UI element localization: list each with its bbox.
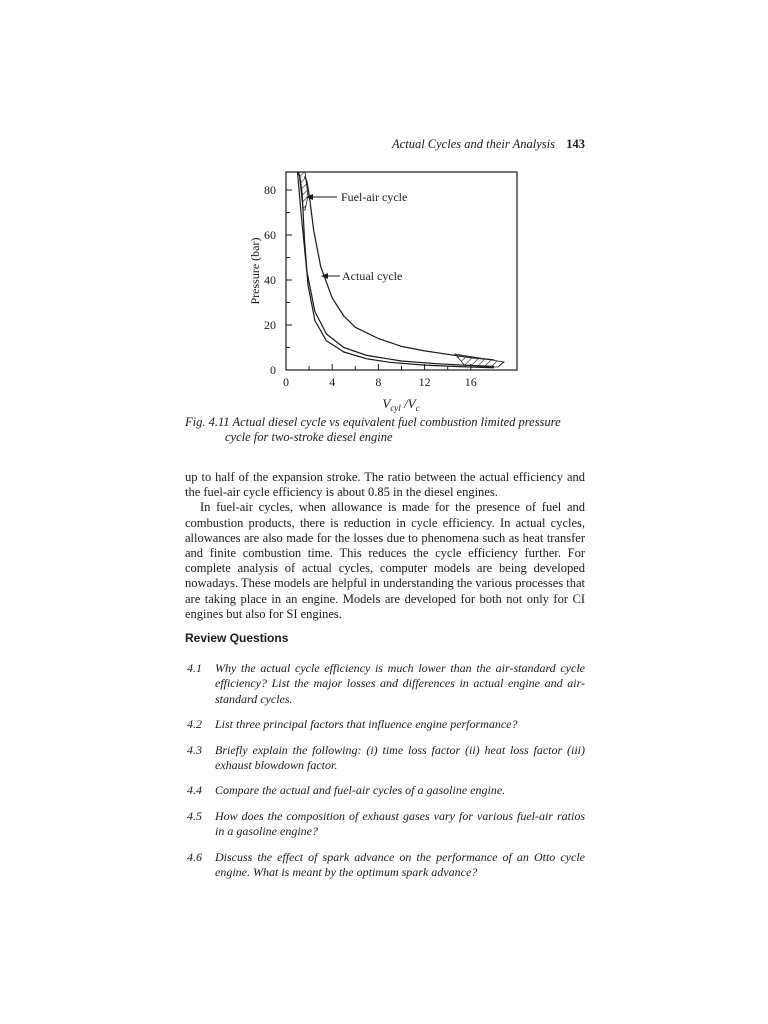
question-text: Compare the actual and fuel-air cycles of a gasoline engine. <box>215 783 506 798</box>
caption-line1: Actual diesel cycle vs equivalent fuel combustion limited pressure <box>232 415 561 429</box>
review-questions-list <box>187 661 585 890</box>
running-header-title: Actual Cycles and their Analysis <box>392 137 555 151</box>
x-axis-ticks <box>283 364 477 389</box>
x-tick-label: 8 <box>375 375 382 389</box>
y-tick-label: 60 <box>264 228 276 242</box>
figure-caption <box>185 415 585 445</box>
y-axis-label: Pressure (bar) <box>248 237 262 305</box>
x-tick-label: 0 <box>283 375 289 389</box>
caption-label: Fig. 4.11 <box>185 415 230 429</box>
y-axis-ticks <box>264 183 292 377</box>
question-number: 4.4 <box>187 783 202 798</box>
page-number: 143 <box>566 137 585 151</box>
question-text: List three principal factors that influence engine performance? <box>215 717 518 732</box>
review-question <box>187 783 585 798</box>
y-tick-label: 80 <box>264 183 276 197</box>
question-number: 4.1 <box>187 661 202 675</box>
x-axis-label-main: V <box>382 396 391 411</box>
x-tick-label: 16 <box>464 375 477 389</box>
pressure-volume-chart <box>236 162 536 412</box>
review-question <box>187 809 585 840</box>
x-tick-label: 12 <box>418 375 431 389</box>
body-paragraph-1: up to half of the expansion stroke. The ratio between the actual efficiency and the fuel-air cycle efficiency is about 0.85 in the diesel engines. <box>185 470 585 500</box>
x-tick-label: 4 <box>329 375 336 389</box>
question-text: How does the composition of exhaust gases vary for various fuel-air ratios in a gasoline engine? <box>215 808 585 839</box>
question-text: Discuss the effect of spark advance on the performance of an Otto cycle engine. What is meant by the optimum spark advance? <box>215 849 585 880</box>
y-tick-label: 0 <box>270 363 276 377</box>
question-text: Briefly explain the following: (i) time loss factor (ii) heat loss factor (iii) exhaust blowdown factor. <box>215 742 585 773</box>
y-tick-label: 20 <box>264 318 276 332</box>
x-axis-label-sub2: c <box>415 403 420 413</box>
annotation-fuel-air-label: Fuel-air cycle <box>341 190 408 204</box>
x-axis-label <box>382 396 419 413</box>
question-number: 4.2 <box>187 717 202 732</box>
review-question <box>187 850 585 881</box>
running-header <box>185 137 585 155</box>
review-questions-heading: Review Questions <box>185 631 289 645</box>
x-axis-label-mid: /V <box>400 396 416 411</box>
annotation-actual <box>321 269 402 283</box>
x-axis-label-sub1: cyl <box>390 403 401 413</box>
review-question <box>187 717 585 732</box>
y-tick-label: 40 <box>264 273 276 287</box>
question-number: 4.6 <box>187 849 202 864</box>
question-text: Why the actual cycle efficiency is much lower than the air-standard cycle efficiency? List the major losses and differences in actual engine and air-standard cycles. <box>215 661 585 706</box>
body-paragraph-2: In fuel-air cycles, when allowance is made for the presence of fuel and combustion products, there is reduction in cycle efficiency. In actual cycles, allowances are also made for the losses due to phenomena such as heat transfer and finite combustion time. This reduces the cycle efficiency further. For complete analysis of actual cycles, computer models are being developed nowadays. These models are helpful in understanding the various processes that are taking place in an engine. Models are developed for both not only for CI engines but also for SI engines. <box>185 500 586 621</box>
review-question <box>187 743 585 774</box>
annotation-actual-label: Actual cycle <box>342 269 403 283</box>
question-number: 4.3 <box>187 742 202 757</box>
caption-line2: cycle for two-stroke diesel engine <box>225 430 393 444</box>
annotation-fuel-air <box>306 190 407 204</box>
review-question <box>187 661 585 707</box>
body-text <box>185 470 585 622</box>
question-number: 4.5 <box>187 808 202 823</box>
